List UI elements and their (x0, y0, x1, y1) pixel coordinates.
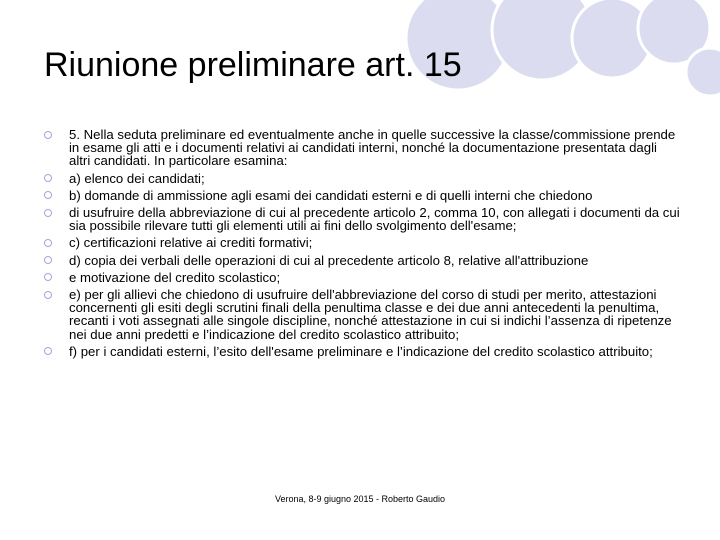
list-item (44, 345, 680, 358)
list-item-text: e motivazione del credito scolastico; (69, 269, 281, 285)
list-item (44, 172, 680, 185)
list-item-text: c) certificazioni relative ai crediti formativi; (69, 235, 313, 251)
list-item (44, 236, 680, 249)
bullet-icon (44, 273, 52, 281)
bullet-icon (44, 239, 52, 247)
list-item (44, 128, 680, 168)
list-item (44, 206, 680, 232)
list-item-text: d) copia dei verbali delle operazioni di cui al precedente articolo 8, relative all'attribuzione (69, 252, 589, 268)
list-item (44, 288, 680, 341)
bullet-icon (44, 256, 52, 264)
list-item-text: a) elenco dei candidati; (69, 170, 205, 186)
slide-footer: Verona, 8-9 giugno 2015 - Roberto Gaudio (274, 494, 446, 504)
list-item-text: e) per gli allievi che chiedono di usufruire dell'abbreviazione del corso di studi per merito, attestazioni concernenti gli esiti degli scrutini finali della penultima classe e dei due anni antecedenti la penultima, recanti i voti assegnati alle singole discipline, nonché attestazione in cui si indichi l’assenza di ripetenze nei due anni predetti e l’indicazione del credito scolastico attribuito; (69, 287, 672, 342)
list-item-text: b) domande di ammissione agli esami dei candidati esterni e di quelli interni che chiedono (69, 187, 593, 203)
bullet-icon (44, 209, 52, 217)
bullet-list (44, 128, 680, 362)
bullet-icon (44, 131, 52, 139)
list-item-text: di usufruire della abbreviazione di cui al precedente articolo 2, comma 10, con allegati i documenti da cui sia possibile rilevare tutti gli elementi utili ai fini dello svolgimento dell'esame; (69, 205, 680, 234)
list-item-text: 5. Nella seduta preliminare ed eventualmente anche in quelle successive la classe/commissione prende in esame gli atti e i documenti relativi ai candidati interni, nonché la documentazione presentata dagli altri candidati. In particolare esamina: (69, 127, 676, 169)
list-item (44, 189, 680, 202)
list-item (44, 271, 680, 284)
list-item (44, 254, 680, 267)
slide-title: Riunione preliminare art. 15 (44, 46, 462, 84)
bullet-icon (44, 191, 52, 199)
decorative-circle (686, 48, 720, 96)
bullet-icon (44, 174, 52, 182)
list-item-text: f) per i candidati esterni, l’esito dell'esame preliminare e l’indicazione del credito scolastico attribuito; (69, 343, 653, 359)
bullet-icon (44, 291, 52, 299)
bullet-icon (44, 347, 52, 355)
